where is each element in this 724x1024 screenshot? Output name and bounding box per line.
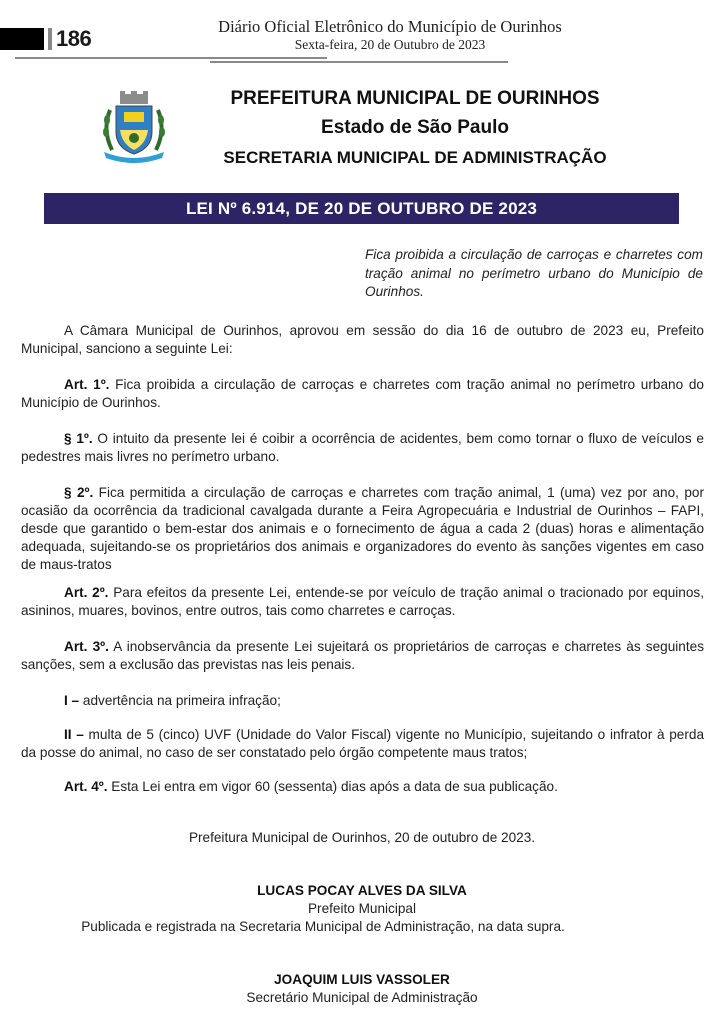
signatory-1-role: Prefeito Municipal — [307, 901, 417, 916]
article-text: Fica proibida a circulação de carroças e charretes com tração animal no perímetro urbano do Município de Ourinhos. — [21, 377, 704, 410]
article-3 — [21, 638, 704, 674]
signatory-2-name — [0, 971, 724, 989]
article-text: O intuito da presente lei é coibir a ocorrência de acidentes, bem como tornar o fluxo de veículos e pedestres mais livres no perímetro urbano. — [21, 431, 704, 464]
article-label: § 2º. — [64, 485, 94, 500]
article-label: I – — [64, 693, 80, 708]
article-label: Art. 2º. — [64, 585, 109, 600]
article-4 — [21, 778, 704, 796]
law-title-banner: LEI Nº 6.914, DE 20 DE OUTUBRO DE 2023 — [44, 193, 679, 224]
signatory-2-name-text: JOAQUIM LUIS VASSOLER — [274, 972, 450, 987]
article-1-paragraph-1 — [21, 430, 704, 466]
article-text: A inobservância da presente Lei sujeitará os proprietários de carroças e charretes às seguintes sanções, sem a exclusão das previstas nas leis penais. — [21, 639, 704, 672]
preamble — [21, 322, 704, 358]
signatory-1-name — [0, 882, 724, 900]
issue-date: Sexta-feira, 20 de Outubro de 2023 — [294, 37, 486, 52]
organization-state: Estado de São Paulo — [321, 117, 509, 138]
article-2 — [21, 584, 704, 620]
organization-name: PREFEITURA MUNICIPAL DE OURINHOS — [230, 88, 600, 109]
publication-note: Publicada e registrada na Secretaria Municipal de Administração, na data supra. — [81, 919, 565, 934]
preamble-text: A Câmara Municipal de Ourinhos, aprovou em sessão do dia 16 de outubro de 2023 eu, Prefeito Municipal, sanciono a seguinte Lei: — [21, 323, 704, 356]
article-label: II – — [64, 727, 84, 742]
header-rule-left — [15, 57, 327, 59]
article-3-item-2 — [21, 726, 704, 762]
header-rule-right — [210, 61, 508, 63]
organization-department: SECRETARIA MUNICIPAL DE ADMINISTRAÇÃO — [223, 148, 607, 167]
municipal-crest-icon — [98, 90, 170, 166]
article-text: multa de 5 (cinco) UVF (Unidade do Valor Fiscal) vigente no Município, sujeitando o infrator à perda da posse do animal, no caso de ser constatado pelo órgão competente maus tratos; — [21, 727, 705, 760]
article-label: Art. 1º. — [64, 377, 110, 392]
header-black-block — [0, 28, 44, 50]
article-text: advertência na primeira infração; — [79, 693, 281, 708]
place-date: Prefeitura Municipal de Ourinhos, 20 de outubro de 2023. — [188, 830, 536, 845]
article-text: Esta Lei entra em vigor 60 (sessenta) dias após a data de sua publicação. — [107, 779, 558, 794]
article-label: Art. 3º. — [64, 639, 109, 654]
article-1-paragraph-2 — [21, 484, 704, 574]
article-text: Fica permitida a circulação de carroças e charretes com tração animal, 1 (uma) vez por ano, por ocasião da ocorrência da tradicional cavalgada durante a Feira Agropecuária e Industrial de Ourinhos – FAPI, desde que garantido o bem-estar dos animais e o fornecimento de água a cada 2 (duas) horas e alimentação adequada, sujeitando-se os proprietários dos animais e organizadores do evento às sanções vigentes em caso de maus-tratos — [21, 485, 704, 572]
article-1 — [21, 376, 704, 412]
article-label: § 1º. — [64, 431, 93, 446]
article-text: Para efeitos da presente Lei, entende-se por veículo de tração animal o tracionado por equinos, asininos, muares, bovinos, entre outros, tais como charretes e carroças. — [21, 585, 704, 618]
article-3-item-1 — [21, 692, 704, 710]
signatory-2-role: Secretário Municipal de Administração — [246, 990, 478, 1005]
article-label: Art. 4º. — [64, 779, 108, 794]
header-gray-bar — [48, 28, 52, 50]
page-number: 186 — [56, 26, 92, 51]
journal-title: Diário Oficial Eletrônico do Município de Ourinhos — [218, 17, 562, 36]
signatory-1-name-text: LUCAS POCAY ALVES DA SILVA — [257, 883, 467, 898]
law-ementa: Fica proibida a circulação de carroças e charretes com tração animal no perímetro urbano do Município de Ourinhos. — [365, 247, 703, 299]
